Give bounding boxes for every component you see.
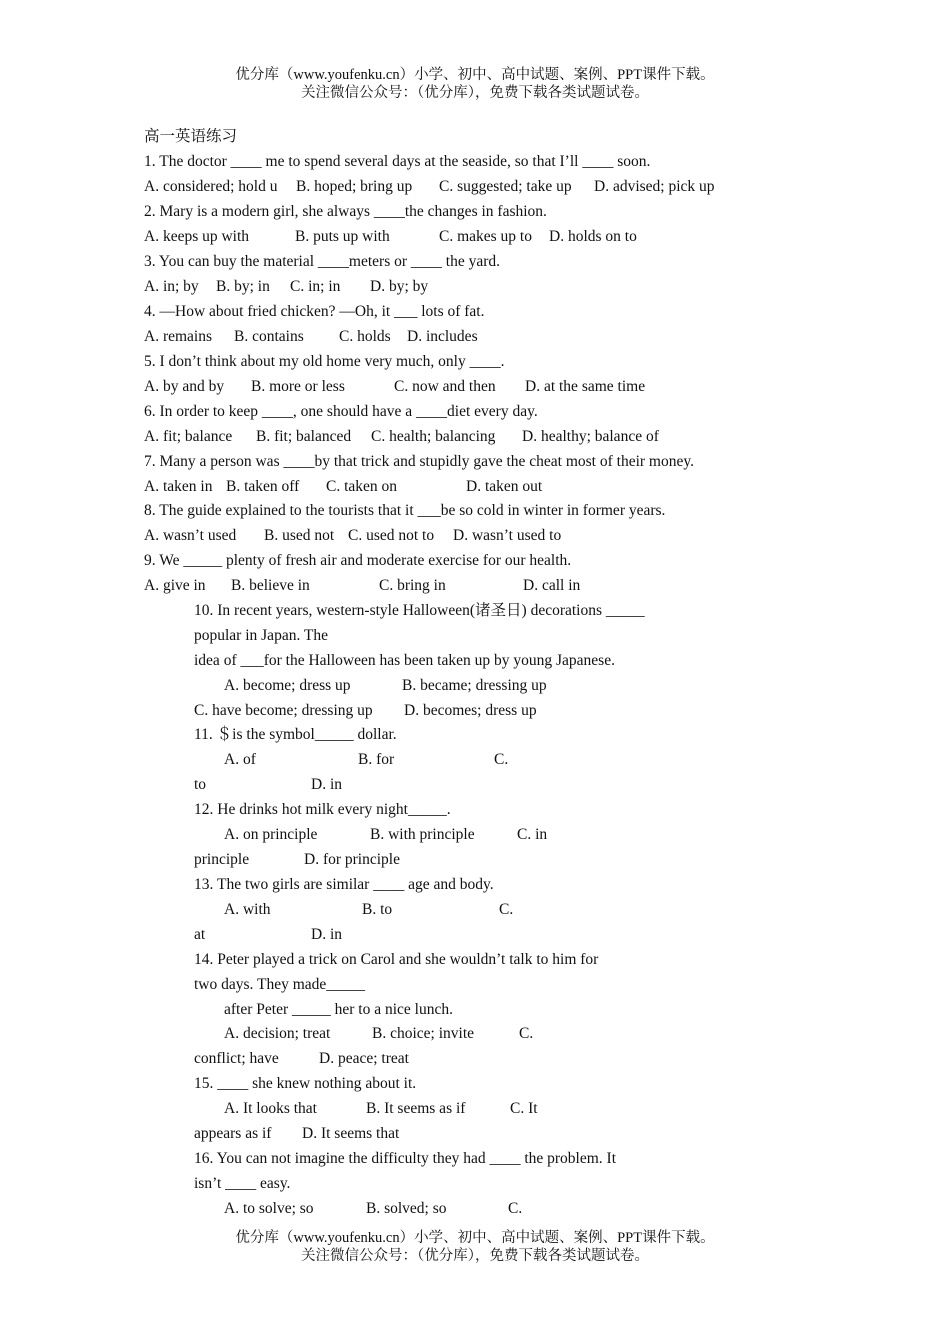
option-b: B. to — [362, 901, 393, 918]
option-c: C. health; balancing — [371, 428, 496, 445]
question-10-stem-line-3: idea of ___for the Halloween has been taken up by young Japanese. — [194, 652, 615, 669]
option-c: C. bring in — [379, 577, 446, 594]
page-footer — [0, 1229, 950, 1265]
question-11-stem: 11. ＄is the symbol_____ dollar. — [194, 726, 397, 743]
option-a: A. give in — [144, 577, 206, 594]
question-12-stem: 12. He drinks hot milk every night_____. — [194, 801, 451, 818]
option-c: C. holds — [339, 328, 391, 345]
option-a: A. of — [224, 751, 256, 768]
header-line-1: 优分库（www.youfenku.cn）小学、初中、高中试题、案例、PPT课件下载。 — [235, 67, 715, 83]
option-a: A. become; dress up — [224, 677, 351, 694]
option-c-label: C. — [508, 1200, 523, 1217]
question-3-stem: 3. You can buy the material ____meters or ____ the yard. — [144, 253, 500, 270]
option-b: B. more or less — [251, 378, 345, 395]
option-c: C. have become; dressing up — [194, 702, 373, 719]
question-14-stem-line-2: two days. They made_____ — [194, 976, 366, 993]
question-15-stem: 15. ____ she knew nothing about it. — [194, 1075, 417, 1092]
option-d: D. taken out — [466, 478, 543, 495]
question-14-stem-line-1: 14. Peter played a trick on Carol and she wouldn’t talk to him for — [194, 951, 599, 968]
question-16-stem-line-1: 16. You can not imagine the difficulty they had ____ the problem. It — [194, 1150, 617, 1167]
option-c: C. in; in — [290, 278, 341, 295]
question-10-stem-line-1: 10. In recent years, western-style Halloween(诸圣日) decorations _____ — [194, 602, 645, 619]
option-a: A. remains — [144, 328, 213, 345]
option-c-label: C. — [499, 901, 514, 918]
option-c-label: C. It — [510, 1100, 538, 1117]
option-d: D. advised; pick up — [594, 178, 715, 195]
option-a: A. by and by — [144, 378, 225, 395]
question-4-stem: 4. —How about fried chicken? —Oh, it ___ lots of fat. — [144, 303, 485, 320]
option-d: D. for principle — [304, 851, 400, 868]
option-d: D. holds on to — [549, 228, 637, 245]
option-c: C. used not to — [348, 527, 435, 544]
option-c-label: C. — [519, 1025, 534, 1042]
option-d: D. by; by — [370, 278, 429, 295]
option-b: B. It seems as if — [366, 1100, 466, 1117]
option-d: D. includes — [407, 328, 478, 345]
option-c-label: C. — [494, 751, 509, 768]
option-a: A. in; by — [144, 278, 199, 295]
question-14-stem-line-3: after Peter _____ her to a nice lunch. — [224, 1001, 453, 1018]
option-c: C. makes up to — [439, 228, 532, 245]
worksheet-title: 高一英语练习 — [144, 128, 238, 145]
option-a: A. keeps up with — [144, 228, 250, 245]
option-d: D. becomes; dress up — [404, 702, 537, 719]
option-b: B. for — [358, 751, 395, 768]
question-16-stem-line-2: isn’t ____ easy. — [194, 1175, 291, 1192]
option-b: B. fit; balanced — [256, 428, 352, 445]
question-10-stem-line-2: popular in Japan. The — [194, 627, 329, 644]
option-a: A. with — [224, 901, 271, 918]
option-a: A. considered; hold u — [144, 178, 278, 195]
question-7-stem: 7. Many a person was ____by that trick and stupidly gave the cheat most of their money. — [144, 453, 694, 470]
option-d: D. It seems that — [302, 1125, 400, 1142]
option-a: A. wasn’t used — [144, 527, 237, 544]
option-c-text: appears as if — [194, 1125, 272, 1142]
option-c: C. now and then — [394, 378, 496, 395]
option-b: B. taken off — [226, 478, 300, 495]
option-d: D. peace; treat — [319, 1050, 409, 1067]
option-d: D. in — [311, 926, 342, 943]
footer-line-2: 关注微信公众号：（优分库），免费下载各类试题试卷。 — [301, 1248, 649, 1264]
option-a: A. decision; treat — [224, 1025, 331, 1042]
option-b: B. became; dressing up — [402, 677, 547, 694]
option-b: B. contains — [234, 328, 304, 345]
option-c: C. taken on — [326, 478, 398, 495]
question-8-stem: 8. The guide explained to the tourists that it ___be so cold in winter in former years. — [144, 502, 666, 519]
header-line-2: 关注微信公众号：（优分库），免费下载各类试题试卷。 — [301, 85, 649, 101]
option-b: B. choice; invite — [372, 1025, 475, 1042]
option-a: A. It looks that — [224, 1100, 317, 1117]
option-a: A. taken in — [144, 478, 213, 495]
option-b: B. by; in — [216, 278, 270, 295]
question-6-stem: 6. In order to keep ____, one should have a ____diet every day. — [144, 403, 538, 420]
option-b: B. solved; so — [366, 1200, 447, 1217]
option-c-text: at — [194, 926, 206, 943]
option-d: D. healthy; balance of — [522, 428, 659, 445]
option-b: B. used not — [264, 527, 335, 544]
question-13-stem: 13. The two girls are similar ____ age and body. — [194, 876, 494, 893]
option-c-label: C. in — [517, 826, 548, 843]
option-c-text: to — [194, 776, 207, 793]
option-d: D. wasn’t used to — [453, 527, 562, 544]
question-2-stem: 2. Mary is a modern girl, she always ____the changes in fashion. — [144, 203, 547, 220]
footer-line-1: 优分库（www.youfenku.cn）小学、初中、高中试题、案例、PPT课件下载。 — [235, 1230, 715, 1246]
option-b: B. with principle — [370, 826, 475, 843]
option-c-text: conflict; have — [194, 1050, 279, 1067]
option-a: A. fit; balance — [144, 428, 233, 445]
option-c: C. suggested; take up — [439, 178, 572, 195]
option-a: A. to solve; so — [224, 1200, 314, 1217]
option-c-text: principle — [194, 851, 250, 868]
option-b: B. hoped; bring up — [296, 178, 413, 195]
option-a: A. on principle — [224, 826, 318, 843]
question-9-stem: 9. We _____ plenty of fresh air and moderate exercise for our health. — [144, 552, 572, 569]
option-d: D. at the same time — [525, 378, 646, 395]
page-header — [0, 66, 950, 102]
option-b: B. believe in — [231, 577, 310, 594]
option-d: D. call in — [523, 577, 581, 594]
question-1-stem: 1. The doctor ____ me to spend several days at the seaside, so that I’ll ____ soon. — [144, 153, 651, 170]
option-d: D. in — [311, 776, 342, 793]
option-b: B. puts up with — [295, 228, 390, 245]
question-5-stem: 5. I don’t think about my old home very much, only ____. — [144, 353, 505, 370]
